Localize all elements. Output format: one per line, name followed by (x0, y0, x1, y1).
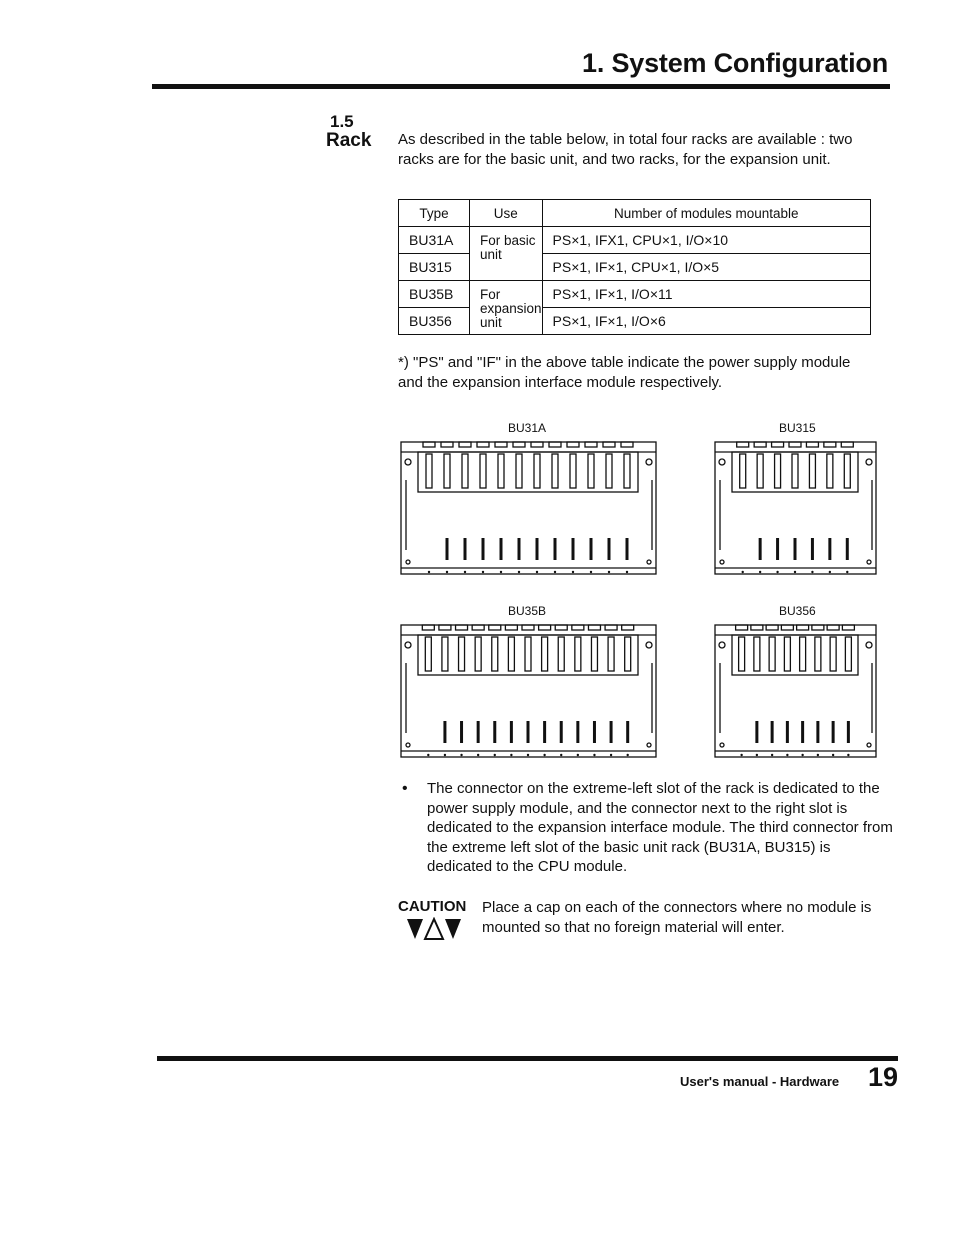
slot-tab (754, 442, 766, 447)
rack-table (398, 199, 871, 335)
rail-screw (460, 754, 462, 756)
table-header: Type (399, 200, 470, 227)
rack-label: BU356 (779, 604, 816, 618)
slot-tab (459, 442, 471, 447)
type-cell: BU31A (399, 227, 470, 254)
slot-connector (516, 454, 522, 488)
slot-tab (622, 625, 634, 630)
rack-label: BU315 (779, 421, 816, 435)
use-cell: For basic unit (470, 227, 543, 281)
header-rule (152, 84, 890, 89)
footer-title: User's manual - Hardware (680, 1074, 840, 1089)
slot-guide (572, 538, 575, 560)
rail-screw (759, 571, 761, 573)
rail-screw (794, 571, 796, 573)
slot-connector (608, 637, 614, 671)
slot-tab (812, 625, 824, 630)
use-cell: For expansion unit (470, 281, 543, 335)
rack-inner-panel (418, 635, 638, 675)
mounting-hole (406, 743, 410, 747)
rail-screw (756, 754, 758, 756)
slot-guide (801, 721, 804, 743)
slot-guide (590, 538, 593, 560)
slot-tab (841, 442, 853, 447)
rail-screw (572, 571, 574, 573)
rail-screw (444, 754, 446, 756)
slot-tab (423, 442, 435, 447)
slot-connector (542, 637, 548, 671)
rail-screw (543, 754, 545, 756)
rack-label: BU31A (508, 421, 547, 435)
slot-guide (500, 538, 503, 560)
slot-guide (846, 538, 849, 560)
slot-guide (482, 538, 485, 560)
slot-connector (775, 454, 781, 488)
rail-screw (560, 754, 562, 756)
slot-guide (460, 721, 463, 743)
rail-screw (742, 571, 744, 573)
slot-tab (824, 442, 836, 447)
slot-guide (593, 721, 596, 743)
slot-guide (771, 721, 774, 743)
slot-guide (536, 538, 539, 560)
slot-guide (477, 721, 480, 743)
rack-inner-panel (732, 452, 858, 492)
rail-screw (494, 754, 496, 756)
slot-tab (572, 625, 584, 630)
slot-guide (626, 538, 629, 560)
slot-tab (567, 442, 579, 447)
slot-guide (608, 538, 611, 560)
slot-connector (739, 637, 745, 671)
modules-cell: PS×1, IF×1, I/O×11 (542, 281, 870, 308)
rail-screw (811, 571, 813, 573)
slot-guide (816, 721, 819, 743)
slot-tab (477, 442, 489, 447)
slot-guide (554, 538, 557, 560)
slot-connector (508, 637, 514, 671)
slot-guide (610, 721, 613, 743)
table-row (399, 254, 871, 281)
rack-diagram-bu315 (714, 440, 878, 580)
slot-tab (842, 625, 854, 630)
table-header-row (399, 200, 871, 227)
slot-connector (570, 454, 576, 488)
rail-screw (554, 571, 556, 573)
slot-connector (827, 454, 833, 488)
slot-connector (830, 637, 836, 671)
slot-guide (443, 721, 446, 743)
slot-connector (480, 454, 486, 488)
rail-screw (446, 571, 448, 573)
slot-tab (603, 442, 615, 447)
mounting-hole (719, 642, 725, 648)
slot-tab (751, 625, 763, 630)
slot-guide (576, 721, 579, 743)
rail-screw (832, 754, 834, 756)
rack-label: BU35B (508, 604, 547, 618)
mounting-hole (720, 560, 724, 564)
slot-connector (591, 637, 597, 671)
mounting-hole (406, 560, 410, 564)
rail-screw (482, 571, 484, 573)
slot-tab (513, 442, 525, 447)
slot-connector (624, 454, 630, 488)
page-number: 19 (868, 1062, 899, 1092)
slot-connector (575, 637, 581, 671)
slot-guide (560, 721, 563, 743)
rail-screw (593, 754, 595, 756)
mounting-hole (867, 743, 871, 747)
mounting-hole (405, 642, 411, 648)
slot-connector (784, 637, 790, 671)
slot-connector (552, 454, 558, 488)
slot-tab (781, 625, 793, 630)
slot-connector (426, 454, 432, 488)
slot-tab (456, 625, 468, 630)
slot-guide (794, 538, 797, 560)
rail-screw (577, 754, 579, 756)
caution-triangle-icon (405, 917, 463, 941)
table-row (399, 227, 871, 254)
rack-inner-panel (418, 452, 638, 492)
slot-connector (534, 454, 540, 488)
mounting-hole (646, 459, 652, 465)
table-header: Use (470, 200, 543, 227)
slot-guide (464, 538, 467, 560)
slot-guide (759, 538, 762, 560)
rail-screw (801, 754, 803, 756)
slot-tab (766, 625, 778, 630)
slot-guide (510, 721, 513, 743)
slot-guide (493, 721, 496, 743)
slot-connector (845, 637, 851, 671)
rail-screw (610, 754, 612, 756)
rack-diagram-bu35b (400, 623, 658, 763)
mounting-hole (719, 459, 725, 465)
slot-connector (525, 637, 531, 671)
slot-guide (518, 538, 521, 560)
modules-cell: PS×1, IF×1, CPU×1, I/O×5 (542, 254, 870, 281)
slot-connector (800, 637, 806, 671)
rail-screw (510, 754, 512, 756)
slot-tab (789, 442, 801, 447)
rail-screw (590, 571, 592, 573)
slot-guide (755, 721, 758, 743)
type-cell: BU356 (399, 308, 470, 335)
type-cell: BU315 (399, 254, 470, 281)
slot-connector (588, 454, 594, 488)
rail-screw (829, 571, 831, 573)
slot-tab (797, 625, 809, 630)
slot-connector (462, 454, 468, 488)
slot-connector (492, 637, 498, 671)
slot-connector (425, 637, 431, 671)
rack-diagram-bu356 (714, 623, 878, 763)
slot-tab (737, 442, 749, 447)
slot-tab (439, 625, 451, 630)
intro-paragraph: As described in the table below, in total four racks are available : two racks are for the basic unit, and two racks, for the expansion unit. (398, 131, 853, 168)
rail-screw (846, 571, 848, 573)
rail-screw (428, 571, 430, 573)
mounting-hole (867, 560, 871, 564)
slot-connector (444, 454, 450, 488)
mounting-hole (720, 743, 724, 747)
slot-tab (588, 625, 600, 630)
table-header: Number of modules mountable (542, 200, 870, 227)
mounting-hole (405, 459, 411, 465)
slot-tab (531, 442, 543, 447)
slot-connector (606, 454, 612, 488)
slot-guide (832, 721, 835, 743)
slot-guide (446, 538, 449, 560)
slot-connector (475, 637, 481, 671)
slot-tab (422, 625, 434, 630)
rail-screw (527, 754, 529, 756)
slot-tab (772, 442, 784, 447)
table-row (399, 281, 871, 308)
footer-rule (157, 1056, 898, 1061)
rack-diagram-bu31a (400, 440, 658, 580)
modules-cell: PS×1, IF×1, I/O×6 (542, 308, 870, 335)
slot-tab (495, 442, 507, 447)
slot-connector (769, 637, 775, 671)
bullet-paragraph: The connector on the extreme-left slot of the rack is dedicated to the power supply module, and the connector next to the right slot is dedicated to the expansion interface module. The third connector from the extreme left slot of the basic unit rack (BU31A, BU315) is dedicated to the CPU module. (427, 780, 893, 875)
rail-screw (817, 754, 819, 756)
slot-tab (489, 625, 501, 630)
rail-screw (608, 571, 610, 573)
slot-guide (811, 538, 814, 560)
slot-connector (792, 454, 798, 488)
slot-tab (549, 442, 561, 447)
mounting-hole (866, 642, 872, 648)
table-footnote: *) "PS" and "IF" in the above table indicate the power supply module and the expansion interface module respectively. (398, 354, 851, 391)
slot-tab (585, 442, 597, 447)
section-heading: Rack (326, 130, 372, 151)
table-row (399, 308, 871, 335)
page-title: 1. System Configuration (582, 48, 888, 78)
slot-guide (786, 721, 789, 743)
slot-guide (776, 538, 779, 560)
slot-connector (625, 637, 631, 671)
slot-tab (827, 625, 839, 630)
rail-screw (427, 754, 429, 756)
slot-tab (522, 625, 534, 630)
type-cell: BU35B (399, 281, 470, 308)
slot-tab (441, 442, 453, 447)
slot-connector (558, 637, 564, 671)
mounting-hole (646, 642, 652, 648)
section-number: 1.5 (330, 112, 354, 131)
rail-screw (464, 571, 466, 573)
bullet-icon: • (402, 780, 408, 797)
rail-screw (626, 754, 628, 756)
mounting-hole (647, 743, 651, 747)
slot-tab (505, 625, 517, 630)
slot-tab (472, 625, 484, 630)
slot-tab (806, 442, 818, 447)
rack-side-bracket (406, 480, 652, 550)
slot-connector (442, 637, 448, 671)
slot-tab (736, 625, 748, 630)
rail-screw (776, 571, 778, 573)
caution-label: CAUTION (398, 898, 467, 915)
slot-tab (539, 625, 551, 630)
rail-screw (477, 754, 479, 756)
rail-screw (786, 754, 788, 756)
rail-screw (740, 754, 742, 756)
rack-frame (401, 442, 656, 574)
caution-text: Place a cap on each of the connectors where no module is mounted so that no foreign material will enter. (482, 899, 872, 936)
slot-guide (828, 538, 831, 560)
slot-connector (740, 454, 746, 488)
slot-guide (847, 721, 850, 743)
rail-screw (771, 754, 773, 756)
rack-inner-panel (732, 635, 858, 675)
slot-connector (754, 637, 760, 671)
slot-guide (543, 721, 546, 743)
rail-screw (500, 571, 502, 573)
slot-connector (459, 637, 465, 671)
slot-tab (605, 625, 617, 630)
mounting-hole (866, 459, 872, 465)
rail-screw (626, 571, 628, 573)
rail-screw (536, 571, 538, 573)
rail-screw (847, 754, 849, 756)
slot-connector (809, 454, 815, 488)
slot-connector (498, 454, 504, 488)
slot-guide (626, 721, 629, 743)
slot-tab (621, 442, 633, 447)
slot-tab (555, 625, 567, 630)
modules-cell: PS×1, IFX1, CPU×1, I/O×10 (542, 227, 870, 254)
slot-connector (844, 454, 850, 488)
mounting-hole (647, 560, 651, 564)
slot-connector (757, 454, 763, 488)
slot-guide (527, 721, 530, 743)
slot-connector (815, 637, 821, 671)
rail-screw (518, 571, 520, 573)
